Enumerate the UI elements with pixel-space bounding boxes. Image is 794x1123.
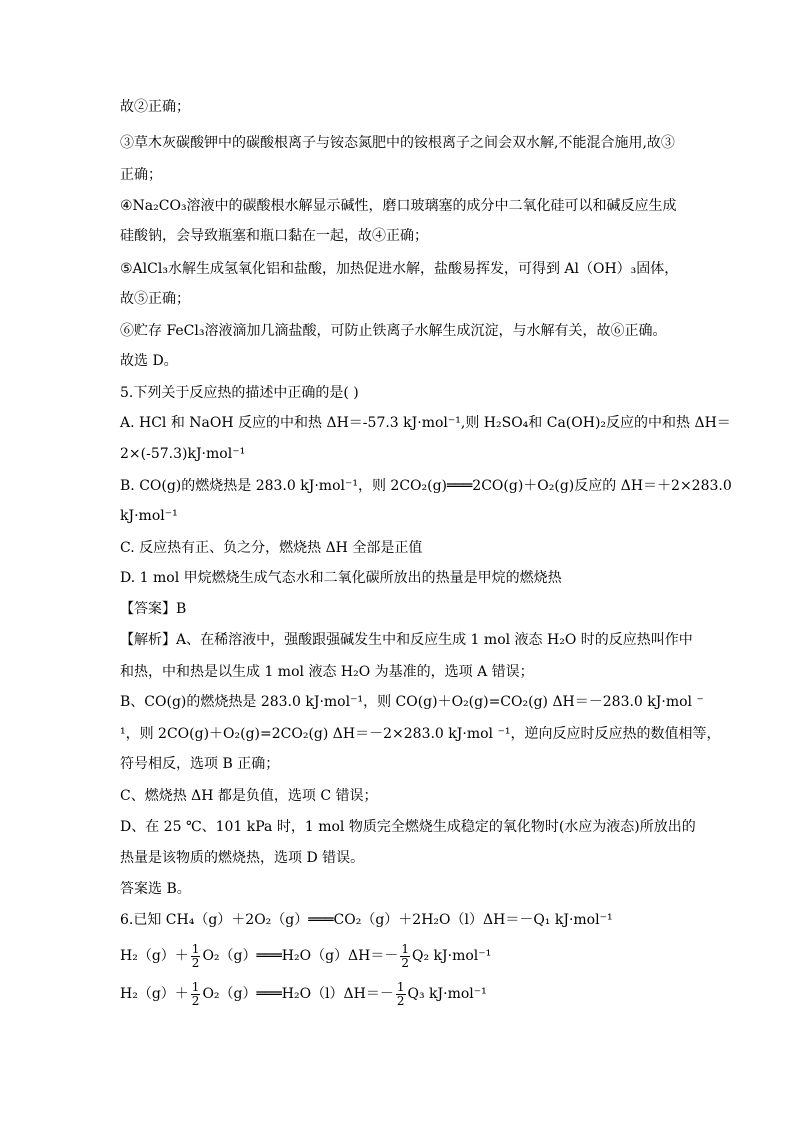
text-line: ④Na₂CO₃溶液中的碳酸根水解显示碱性，磨口玻璃塞的成分中二氧化硅可以和碱反应生成 — [120, 198, 677, 214]
analysis-line: 【解析】A、在稀溶液中，强酸跟强碱发生中和反应生成 1 mol 液态 H₂O 时的反应热叫作中 — [120, 632, 693, 648]
eq-part: H₂（g）＋ — [120, 986, 189, 1002]
analysis-line: B、CO(g)的燃烧热是 283.0 kJ·mol⁻¹，则 CO(g)＋O₂(g)=CO₂(g) ΔH＝－283.0 kJ·mol ⁻ — [120, 694, 704, 710]
answer-label: 【答案】B — [120, 601, 187, 617]
fraction-numerator: 1 — [191, 979, 200, 994]
eq-part: Q₃ kJ·mol⁻¹ — [407, 986, 487, 1002]
fraction-denominator: 2 — [396, 993, 405, 1008]
option-a: A. HCl 和 NaOH 反应的中和热 ΔH＝-57.3 kJ·mol⁻¹,则 H₂SO₄和 Ca(OH)₂反应的中和热 ΔH＝ — [120, 415, 731, 431]
fraction-denominator: 2 — [401, 955, 409, 970]
question-6-stem: 6.已知 CH₄（g）＋2O₂（g）═══CO₂（g）＋2H₂O（l）ΔH＝－Q₁ kJ·mol⁻¹ — [120, 912, 613, 928]
option-c: C. 反应热有正、负之分，燃烧热 ΔH 全部是正值 — [120, 540, 423, 556]
text-line: ③草木灰碳酸钾中的碳酸根离子与铵态氮肥中的铵根离子之间会双水解,不能混合施用,故③ — [120, 135, 675, 151]
equation-h2o-gas — [120, 941, 491, 971]
text-line: ⑤AlCl₃水解生成氢氧化铝和盐酸，加热促进水解，盐酸易挥发，可得到 Al（OH）₃固体， — [120, 261, 679, 277]
eq-part: Q₂ kJ·mol⁻¹ — [412, 948, 492, 964]
answer-choice-line: 答案选 B。 — [120, 881, 191, 897]
fraction-denominator: 2 — [191, 993, 200, 1008]
option-a-cont: 2×(-57.3)kJ·mol⁻¹ — [120, 446, 246, 462]
fraction — [191, 981, 201, 1008]
text-line: ⑥贮存 FeCl₃溶液滴加几滴盐酸，可防止铁离子水解生成沉淀，与水解有关，故⑥正确。 — [120, 323, 667, 339]
text-line: 故选 D。 — [120, 353, 178, 369]
analysis-line: C、燃烧热 ΔH 都是负值，选项 C 错误； — [120, 788, 378, 804]
analysis-line: 符号相反，选项 B 正确； — [120, 756, 280, 772]
fraction-numerator: 1 — [396, 979, 405, 994]
fraction — [191, 943, 201, 970]
equation-h2o-liquid — [120, 979, 487, 1009]
eq-part: O₂（g）═══H₂O（g）ΔH＝－ — [202, 948, 399, 964]
fraction — [400, 943, 410, 970]
option-b-cont: kJ·mol⁻¹ — [120, 508, 178, 524]
option-b: B. CO(g)的燃烧热是 283.0 kJ·mol⁻¹，则 2CO₂(g)═══2CO(g)＋O₂(g)反应的 ΔH＝＋2×283.0 — [120, 478, 732, 494]
analysis-line: 和热，中和热是以生成 1 mol 液态 H₂O 为基准的，选项 A 错误； — [120, 664, 534, 680]
text-line: 故②正确； — [120, 99, 190, 115]
fraction-denominator: 2 — [191, 955, 200, 970]
text-line: 故⑤正确； — [120, 291, 190, 307]
text-line: 正确； — [120, 167, 162, 183]
eq-part: O₂（g）═══H₂O（l）ΔH＝－ — [202, 986, 394, 1002]
fraction-numerator: 1 — [401, 941, 409, 956]
eq-part: H₂（g）＋ — [120, 948, 189, 964]
analysis-line: 热量是该物质的燃烧热，选项 D 错误。 — [120, 850, 365, 866]
text-line: 硅酸钠，会导致瓶塞和瓶口黏在一起，故④正确； — [120, 228, 428, 244]
fraction-numerator: 1 — [191, 941, 200, 956]
question-stem: 5.下列关于反应热的描述中正确的是( ) — [120, 385, 359, 401]
option-d: D. 1 mol 甲烷燃烧生成气态水和二氧化碳所放出的热量是甲烷的燃烧热 — [120, 570, 562, 586]
analysis-line: D、在 25 ℃、101 kPa 时，1 mol 物质完全燃烧生成稳定的氧化物时(水应为液态)所放出的 — [120, 819, 696, 835]
fraction — [396, 981, 406, 1008]
analysis-line: ¹，则 2CO(g)＋O₂(g)=2CO₂(g) ΔH＝－2×283.0 kJ·mol ⁻¹，逆向反应时反应热的数值相等， — [120, 726, 721, 742]
